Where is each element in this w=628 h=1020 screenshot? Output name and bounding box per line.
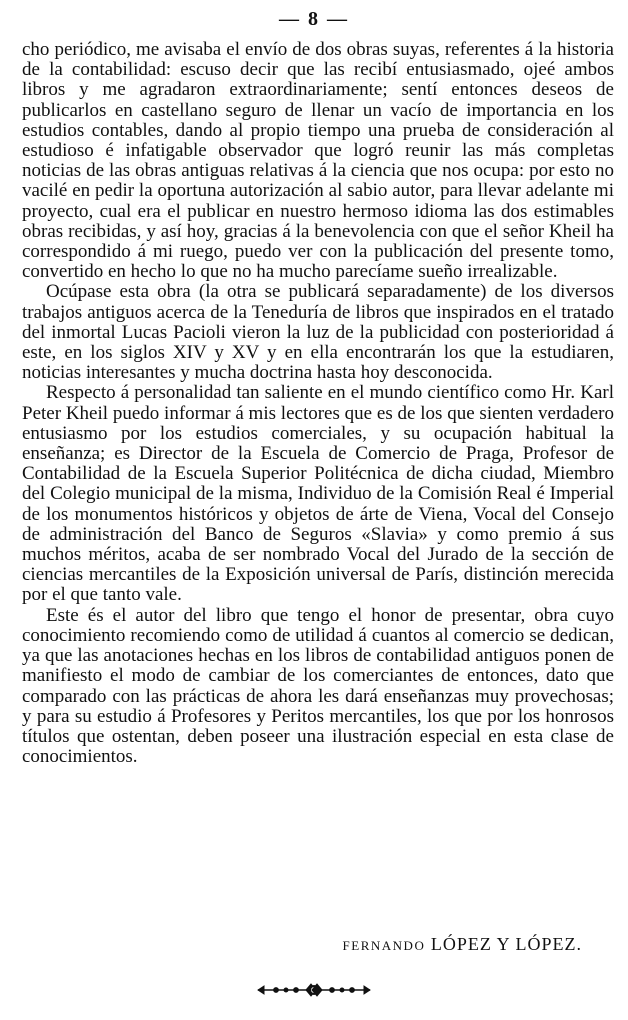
body-text: [22, 40, 614, 767]
paragraph-3: Respecto á personalidad tan saliente en el mundo científico como Hr. Karl Peter Kheil puedo informar á mis lectores que es de los que sienten verdadero entusiasmo por los estudios comerciales, y su ocupación habitual la enseñanza; es Director de la Escuela de Comercio de Praga, Profesor de Contabilidad de la Escuela Superior Politécnica de dicha ciudad, Miembro del Colegio municipal de la misma, Individuo de la Comisión Real é Imperial de los monumentos históricos y objetos de árte de Viena, Vocal del Consejo de administración del Banco de Seguros «Slavia» y como premio á sus muchos méritos, acaba de ser nombrado Vocal del Jurado de la sección de ciencias mercantiles de la Exposición universal de París, distinción merecida por el que tanto vale.: [22, 382, 614, 606]
author-signature: [343, 934, 582, 955]
ornament-divider: [0, 980, 628, 1000]
signature-first-name: FERNANDO: [342, 938, 426, 953]
paragraph-2: Ocúpase esta obra (la otra se publicará separadamente) de los diversos trabajos antiguos acerca de la Teneduría de libros que inspirados en el tratado del inmortal Lucas Pacioli vieron la luz de la publicidad con posterioridad á este, en los siglos XIV y XV y en ella encontrarán los que la estudiaren, noticias interesantes y mucha doctrina hasta hoy desconocida.: [22, 281, 614, 384]
signature-surnames: LÓPEZ Y LÓPEZ.: [430, 934, 582, 954]
paragraph-1: cho periódico, me avisaba el envío de dos obras suyas, referentes á la historia de la contabilidad: escuso decir que las recibí entusiasmado, ojeé ambos libros y me agradaron extraordinariamente; sentí entonces deseos de publicarlos en castellano seguro de llenar un vacío de importancia en los estudios contables, dando al propio tiempo una prueba de consideración al estudioso é infatigable observador que logró reunir las más completas noticias de las obras antiguas relativas á la ciencia que nos ocupa: por esto no vacilé en pedir la oportuna autorización al sabio autor, para llevar adelante mi proyecto, cual era el publicar en nuestro hermoso idioma las dos estimables obras recibidas, y así hoy, gracias á la benevolencia con que el señor Kheil ha correspondido á mi ruego, puedo ver con la publicación del presente tomo, convertido en hecho lo que no ha mucho parecíame sueño irrealizable.: [22, 39, 614, 283]
page-number: — 8 —: [279, 8, 349, 30]
paragraph-4: Este és el autor del libro que tengo el honor de presentar, obra cuyo conocimiento recomiendo como de utilidad á cuantos al comercio se dedican, ya que las anotaciones hechas en los libros de contabilidad antiguos ponen de manifiesto el modo de cambiar de los comerciantes de entonces, dato que comparado con las prácticas de ahora les dará enseñanzas muy provechosas; y para su estudio á Profesores y Peritos mercantiles, los que por los honrosos títulos que ostentan, deben poseer una ilustración especial en esta clase de conocimientos.: [22, 604, 614, 768]
